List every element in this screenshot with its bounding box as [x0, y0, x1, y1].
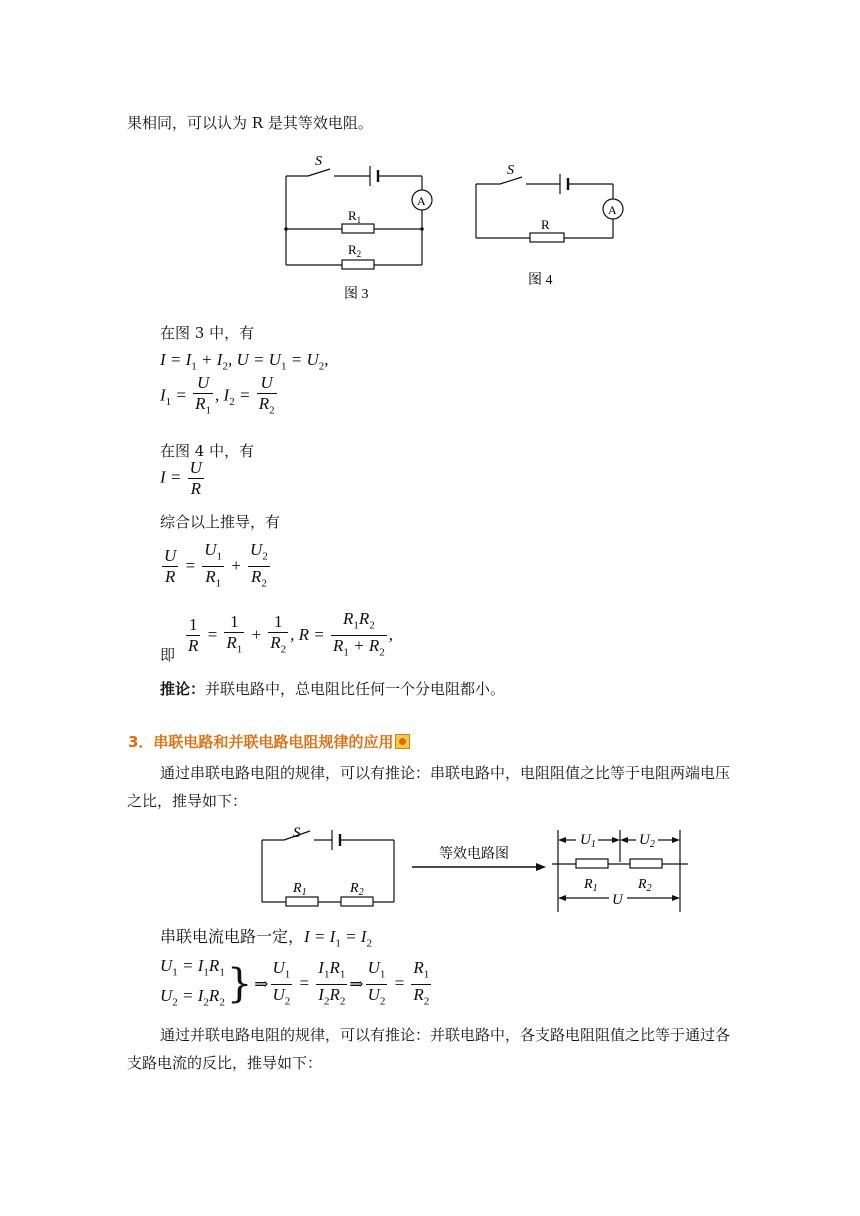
conclusion	[160, 678, 505, 699]
conclusion-label: 推论：	[160, 680, 206, 698]
series-current-label: 串联电流电路一定，	[160, 927, 305, 946]
fig5-eq-r2-label: $R_2$	[638, 877, 652, 894]
fig3-caption: 图 3	[344, 287, 369, 302]
equation-branch-currents: $I_1$ = $\frac{U}{R_1}$ , $I_2$ = $\frac{U}{R_2}$	[160, 373, 275, 417]
equation-ohm-total: I = $\frac{U}{R}$	[160, 458, 202, 498]
fig3-r2-label: $R_2$	[348, 242, 362, 259]
fig5-r1-label: $R_1$	[293, 881, 307, 898]
fig4-switch-label: S	[507, 163, 514, 178]
equation-series-ratio: $U_1 = I_1R_1$ $U_2 = I_2R_2$} ⇒ $\frac{U_1}{U_2}$ = $\frac{I_1R_1}{I_2R_2}$ ⇒ $\frac{U_1}{U_2}$ = $\frac{R_1}{R_2}$	[160, 956, 430, 1009]
fig5-u2-label: $U_2$	[639, 832, 655, 850]
equation-combined: $\frac{U}{R}$ = $\frac{U_1}{R_1}$ + $\frac{U_2}{R_2}$	[164, 540, 268, 590]
equation-series-current: $I = I_1 = I_2$	[304, 927, 372, 950]
equivalent-arrow-label: 等效电路图	[439, 847, 509, 862]
series-paragraph-line1: 通过串联电路电阻的规律，可以有推论：串联电路中，电阻阻值之比等于电阻两端电压	[160, 764, 731, 782]
figure-3-parallel-circuit	[278, 150, 438, 308]
combine-statement: 综合以上推导，有	[160, 513, 281, 531]
fig4-ammeter-label: A	[608, 203, 617, 217]
figure-series-equivalent	[256, 822, 696, 914]
link-icon[interactable]	[395, 734, 410, 749]
fig4-statement: 在图 4 中，有	[160, 442, 255, 460]
section-heading: 3．串联电路和并联电路电阻规律的应用	[128, 731, 410, 752]
conclusion-text: 并联电路中，总电阻比任何一个分电阻都小。	[205, 680, 506, 698]
parallel-paragraph-line1: 通过并联电路电阻的规律，可以有推论：并联电路中，各支路电阻阻值之比等于通过各	[160, 1026, 731, 1044]
fig5-r2-label: $R_2$	[350, 881, 364, 898]
equation-parallel-resistance: $\frac{1}{R}$ = $\frac{1}{R_1}$ + $\frac{1}{R_2}$ , R = $\frac{R_1R_2}{R_1 + R_2}$ ,	[188, 609, 393, 659]
series-paragraph-line2: 之比，推导如下：	[127, 792, 248, 810]
fig5-u1-label: $U_1$	[580, 832, 596, 850]
fig3-r1-label: $R_1$	[348, 208, 362, 225]
fig4-r-label: R	[541, 217, 550, 232]
equation-parallel-sums: $I = I_1 + I_2$, $U = U_1 = U_2$,	[160, 350, 329, 373]
ji-word: 即	[160, 646, 176, 664]
fig3-ammeter-label: A	[417, 194, 426, 208]
fig3-switch-label: S	[315, 154, 322, 169]
fig4-caption: 图 4	[528, 273, 553, 288]
series-current-line	[160, 924, 372, 949]
figure-4-equivalent-circuit	[468, 158, 628, 290]
fig5-eq-r1-label: $R_1$	[584, 877, 598, 894]
fig5-u-label: U	[612, 892, 623, 908]
fig5-switch-label: S	[293, 825, 301, 841]
intro-text: 果相同，可以认为 R 是其等效电阻。	[127, 114, 373, 132]
parallel-paragraph-line2: 支路电流的反比，推导如下：	[127, 1054, 323, 1072]
fig3-statement: 在图 3 中，有	[160, 324, 255, 342]
